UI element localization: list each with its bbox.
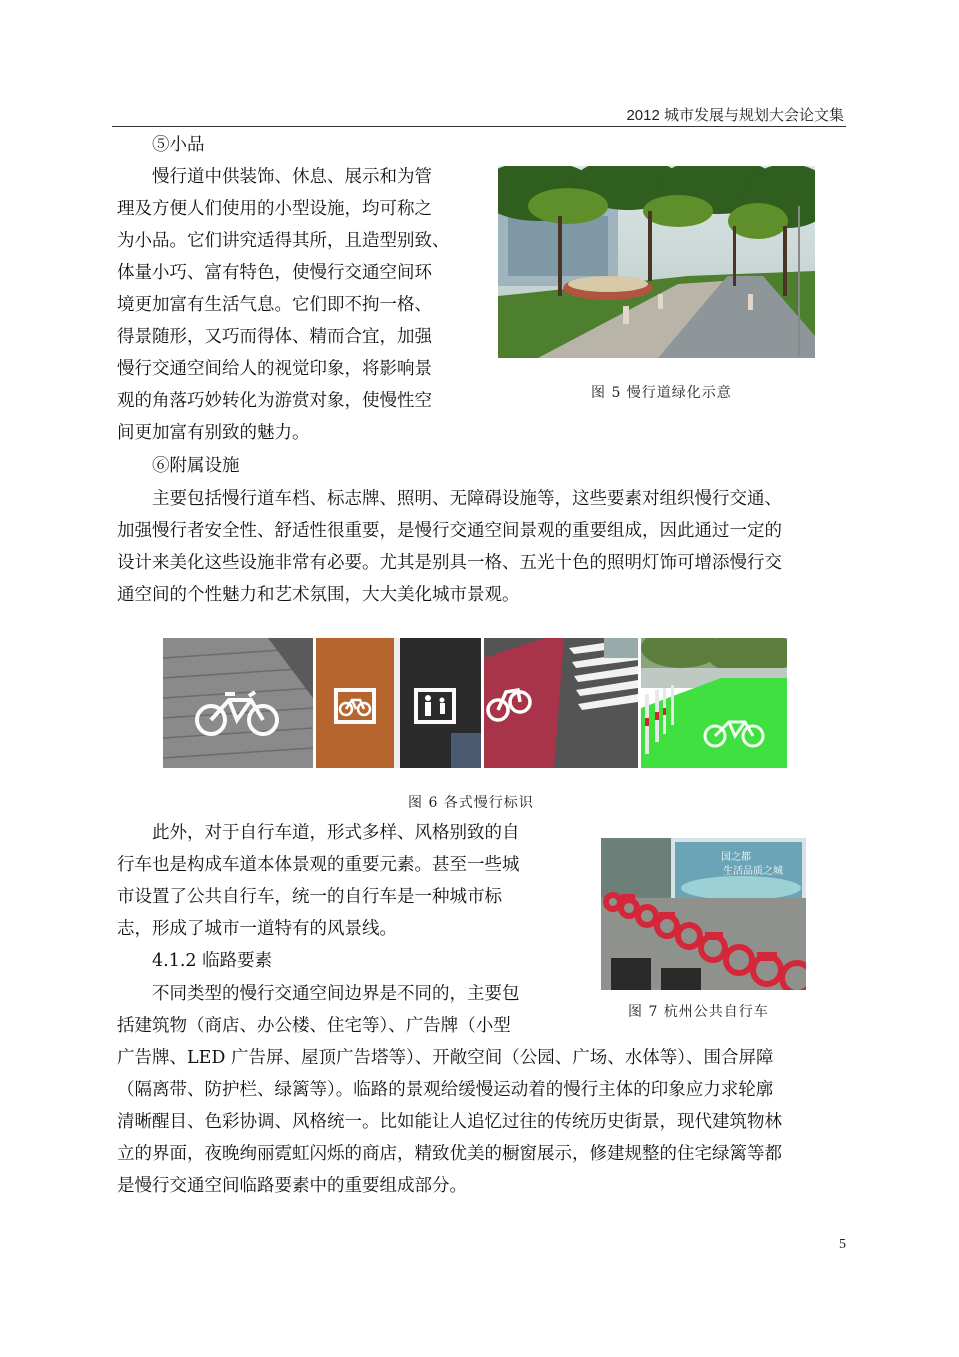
- page-number: 5: [839, 1237, 846, 1252]
- paragraph-line: 行车也是构成车道本体景观的重要元素。甚至一些城: [117, 855, 520, 875]
- billboard-text-2: 生活品质之城: [723, 866, 783, 877]
- figure-7-image: [601, 838, 806, 990]
- figure-6-photo-green-bike-lane: [641, 638, 787, 768]
- billboard-text-1: 国之都: [721, 852, 751, 863]
- paragraph-line: 体量小巧、富有特色，使慢行交通空间环: [117, 263, 432, 283]
- figure-6-photo-colored-lanes: [316, 638, 481, 768]
- section-heading-fushu: ⑥附属设施: [152, 456, 240, 476]
- paragraph-line: （隔离带、防护栏、绿篱等）。临路的景观给缓慢运动着的慢行主体的印象应力求轮廓: [117, 1080, 774, 1100]
- paragraph-line: 广告牌、LED 广告屏、屋顶广告塔等）、开敞空间（公园、广场、水体等）、围合屏障: [117, 1048, 774, 1068]
- paragraph-line: 加强慢行者安全性、舒适性很重要，是慢行交通空间景观的重要组成，因此通过一定的: [117, 521, 782, 541]
- paragraph-line: 括建筑物（商店、办公楼、住宅等）、广告牌（小型: [117, 1016, 511, 1036]
- paragraph-line: 清晰醒目、色彩协调、风格统一。比如能让人追忆过往的传统历史街景，现代建筑物林: [117, 1112, 782, 1132]
- paragraph-line: 间更加富有别致的魅力。: [117, 423, 310, 443]
- paragraph-line: 立的界面，夜晚绚丽霓虹闪烁的商店，精致优美的橱窗展示，修建规整的住宅绿篱等都: [117, 1144, 782, 1164]
- paragraph-line: 慢行交通空间给人的视觉印象，将影响景: [117, 359, 432, 379]
- figure-6-photo-paved-bike-lane: [163, 638, 313, 768]
- paragraph-line: 慢行道中供装饰、休息、展示和为管: [152, 167, 432, 187]
- figure-5-image: [498, 166, 815, 358]
- figure-7-caption: 图 7 杭州公共自行车: [628, 1004, 769, 1020]
- paragraph-line: 主要包括慢行道车档、标志牌、照明、无障碍设施等，这些要素对组织慢行交通、: [152, 489, 782, 509]
- paragraph-line: 得景随形，又巧而得体、精而合宜，加强: [117, 327, 432, 347]
- paragraph-line: 理及方便人们使用的小型设施，均可称之: [117, 199, 432, 219]
- paragraph-line: 通空间的个性魅力和艺术氛围，大大美化城市景观。: [117, 585, 520, 605]
- figure-6-caption: 图 6 各式慢行标识: [408, 795, 534, 811]
- header-rule: [112, 126, 846, 127]
- section-heading-linlu: 4.1.2 临路要素: [152, 951, 273, 971]
- paragraph-line: 市设置了公共自行车，统一的自行车是一种城市标: [117, 887, 502, 907]
- running-header: 2012 城市发展与规划大会论文集: [626, 107, 844, 124]
- figure-5-caption: 图 5 慢行道绿化示意: [591, 385, 732, 401]
- paragraph-line: 志，形成了城市一道特有的风景线。: [117, 919, 397, 939]
- paragraph-line: 观的角落巧妙转化为游赏对象，使慢性空: [117, 391, 432, 411]
- paragraph-line: 不同类型的慢行交通空间边界是不同的，主要包: [152, 984, 520, 1004]
- paragraph-line: 是慢行交通空间临路要素中的重要组成部分。: [117, 1176, 467, 1196]
- section-heading-xiaopin: ⑤小品: [152, 135, 205, 155]
- paragraph-line: 设计来美化这些设施非常有必要。尤其是别具一格、五光十色的照明灯饰可增添慢行交: [117, 553, 782, 573]
- paragraph-line: 为小品。它们讲究适得其所，且造型别致、: [117, 231, 450, 251]
- figure-6-photo-red-lane-crosswalk: [484, 638, 638, 768]
- paragraph-line: 境更加富有生活气息。它们即不拘一格、: [117, 295, 432, 315]
- paragraph-line: 此外，对于自行车道，形式多样、风格别致的自: [152, 823, 520, 843]
